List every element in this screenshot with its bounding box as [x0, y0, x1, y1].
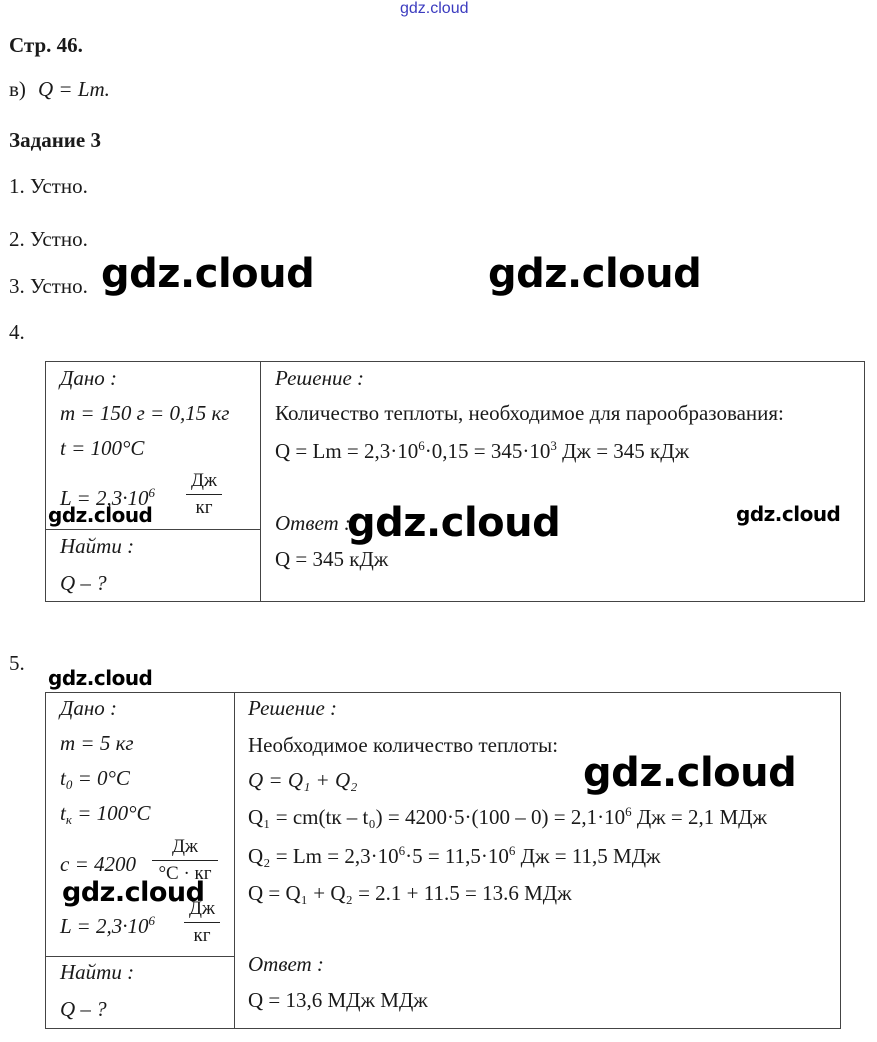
watermark: gdz.cloud — [583, 750, 797, 796]
watermark: gdz.cloud — [488, 251, 702, 297]
p5-line-3: $Q_2 = Lm = 2,3\cdot 10^6\cdot 5 = 11,5\cdot 10^6$ Дж = 11,5 МДж — [248, 843, 661, 868]
p5-given-L: $L = 2,3\cdot 10^6$ — [60, 913, 155, 938]
watermark: gdz.cloud — [62, 877, 205, 908]
p4-solution-text: Количество теплоты, необходимое для парообразования: — [275, 401, 784, 425]
task-item-1: 1. Устно. — [9, 174, 88, 198]
p5-c-unit: Дж °C · кг — [152, 836, 218, 885]
task-item-2: 2. Устно. — [9, 227, 88, 251]
item-v-label: в) — [9, 77, 26, 101]
p5-answer: Q = 13,6 МДж МДж — [248, 988, 428, 1012]
p4-answer-label: Ответ : — [275, 511, 351, 535]
p5-L-unit: Дж кг — [184, 898, 220, 947]
watermark: gdz.cloud — [736, 502, 841, 526]
p5-solution-label: Решение : — [248, 696, 338, 720]
p5-answer-label: Ответ : — [248, 952, 324, 976]
top-watermark: gdz.cloud — [400, 0, 469, 17]
p5-solution-text: Необходимое количество теплоты: — [248, 733, 559, 757]
page-number: Стр. 46. — [9, 33, 83, 57]
p4-answer: Q = 345 кДж — [275, 547, 389, 571]
p4-given-m: m = 150 г = 0,15 кг — [60, 401, 230, 425]
p5-find: Q – ? — [60, 997, 107, 1021]
p4-L-unit: Дж кг — [186, 470, 222, 519]
item-v-formula: Q = Lm. — [38, 77, 110, 101]
p4-given-label: Дано : — [60, 366, 118, 390]
p5-given-t0: $t_0 = 0^\circ C$ — [60, 766, 130, 792]
watermark: gdz.cloud — [347, 500, 561, 546]
task-item-5: 5. — [9, 651, 25, 675]
task-title: Задание 3 — [9, 128, 101, 152]
p4-equation: $Q = Lm = 2,3\cdot 10^6\cdot 0,15 = 345\cdot 10^3$ Дж = 345 кДж — [275, 438, 690, 463]
p5-line-1: Q = Q₁ + Q₂ — [248, 768, 358, 792]
p4-find: Q – ? — [60, 571, 107, 595]
p5-given-m: m = 5 кг — [60, 731, 134, 755]
watermark: gdz.cloud — [48, 503, 153, 527]
p4-find-label: Найти : — [60, 534, 135, 558]
p4-given-t: t = 100°C — [60, 436, 145, 460]
p4-given-L: $L = 2,3\cdot 10^6$ — [60, 485, 155, 510]
task-item-4: 4. — [9, 320, 25, 344]
watermark: gdz.cloud — [48, 666, 153, 690]
p5-given-label: Дано : — [60, 696, 118, 720]
p5-given-tk: $t_к = 100^\circ C$ — [60, 801, 151, 827]
p4-solution-label: Решение : — [275, 366, 365, 390]
p5-line-4: Q = Q₁ + Q₂ = 2.1 + 11.5 = 13.6 МДж — [248, 881, 572, 905]
watermark: gdz.cloud — [101, 251, 315, 297]
p5-find-label: Найти : — [60, 960, 135, 984]
p5-line-2: $Q_1 = cm(tк - t_0) = 4200\cdot 5\cdot(100 - 0) = 2,1\cdot 10^6$ Дж = 2,1 МДж — [248, 804, 768, 829]
p5-given-c: c = 4200 — [60, 852, 136, 876]
task-item-3: 3. Устно. — [9, 274, 88, 298]
